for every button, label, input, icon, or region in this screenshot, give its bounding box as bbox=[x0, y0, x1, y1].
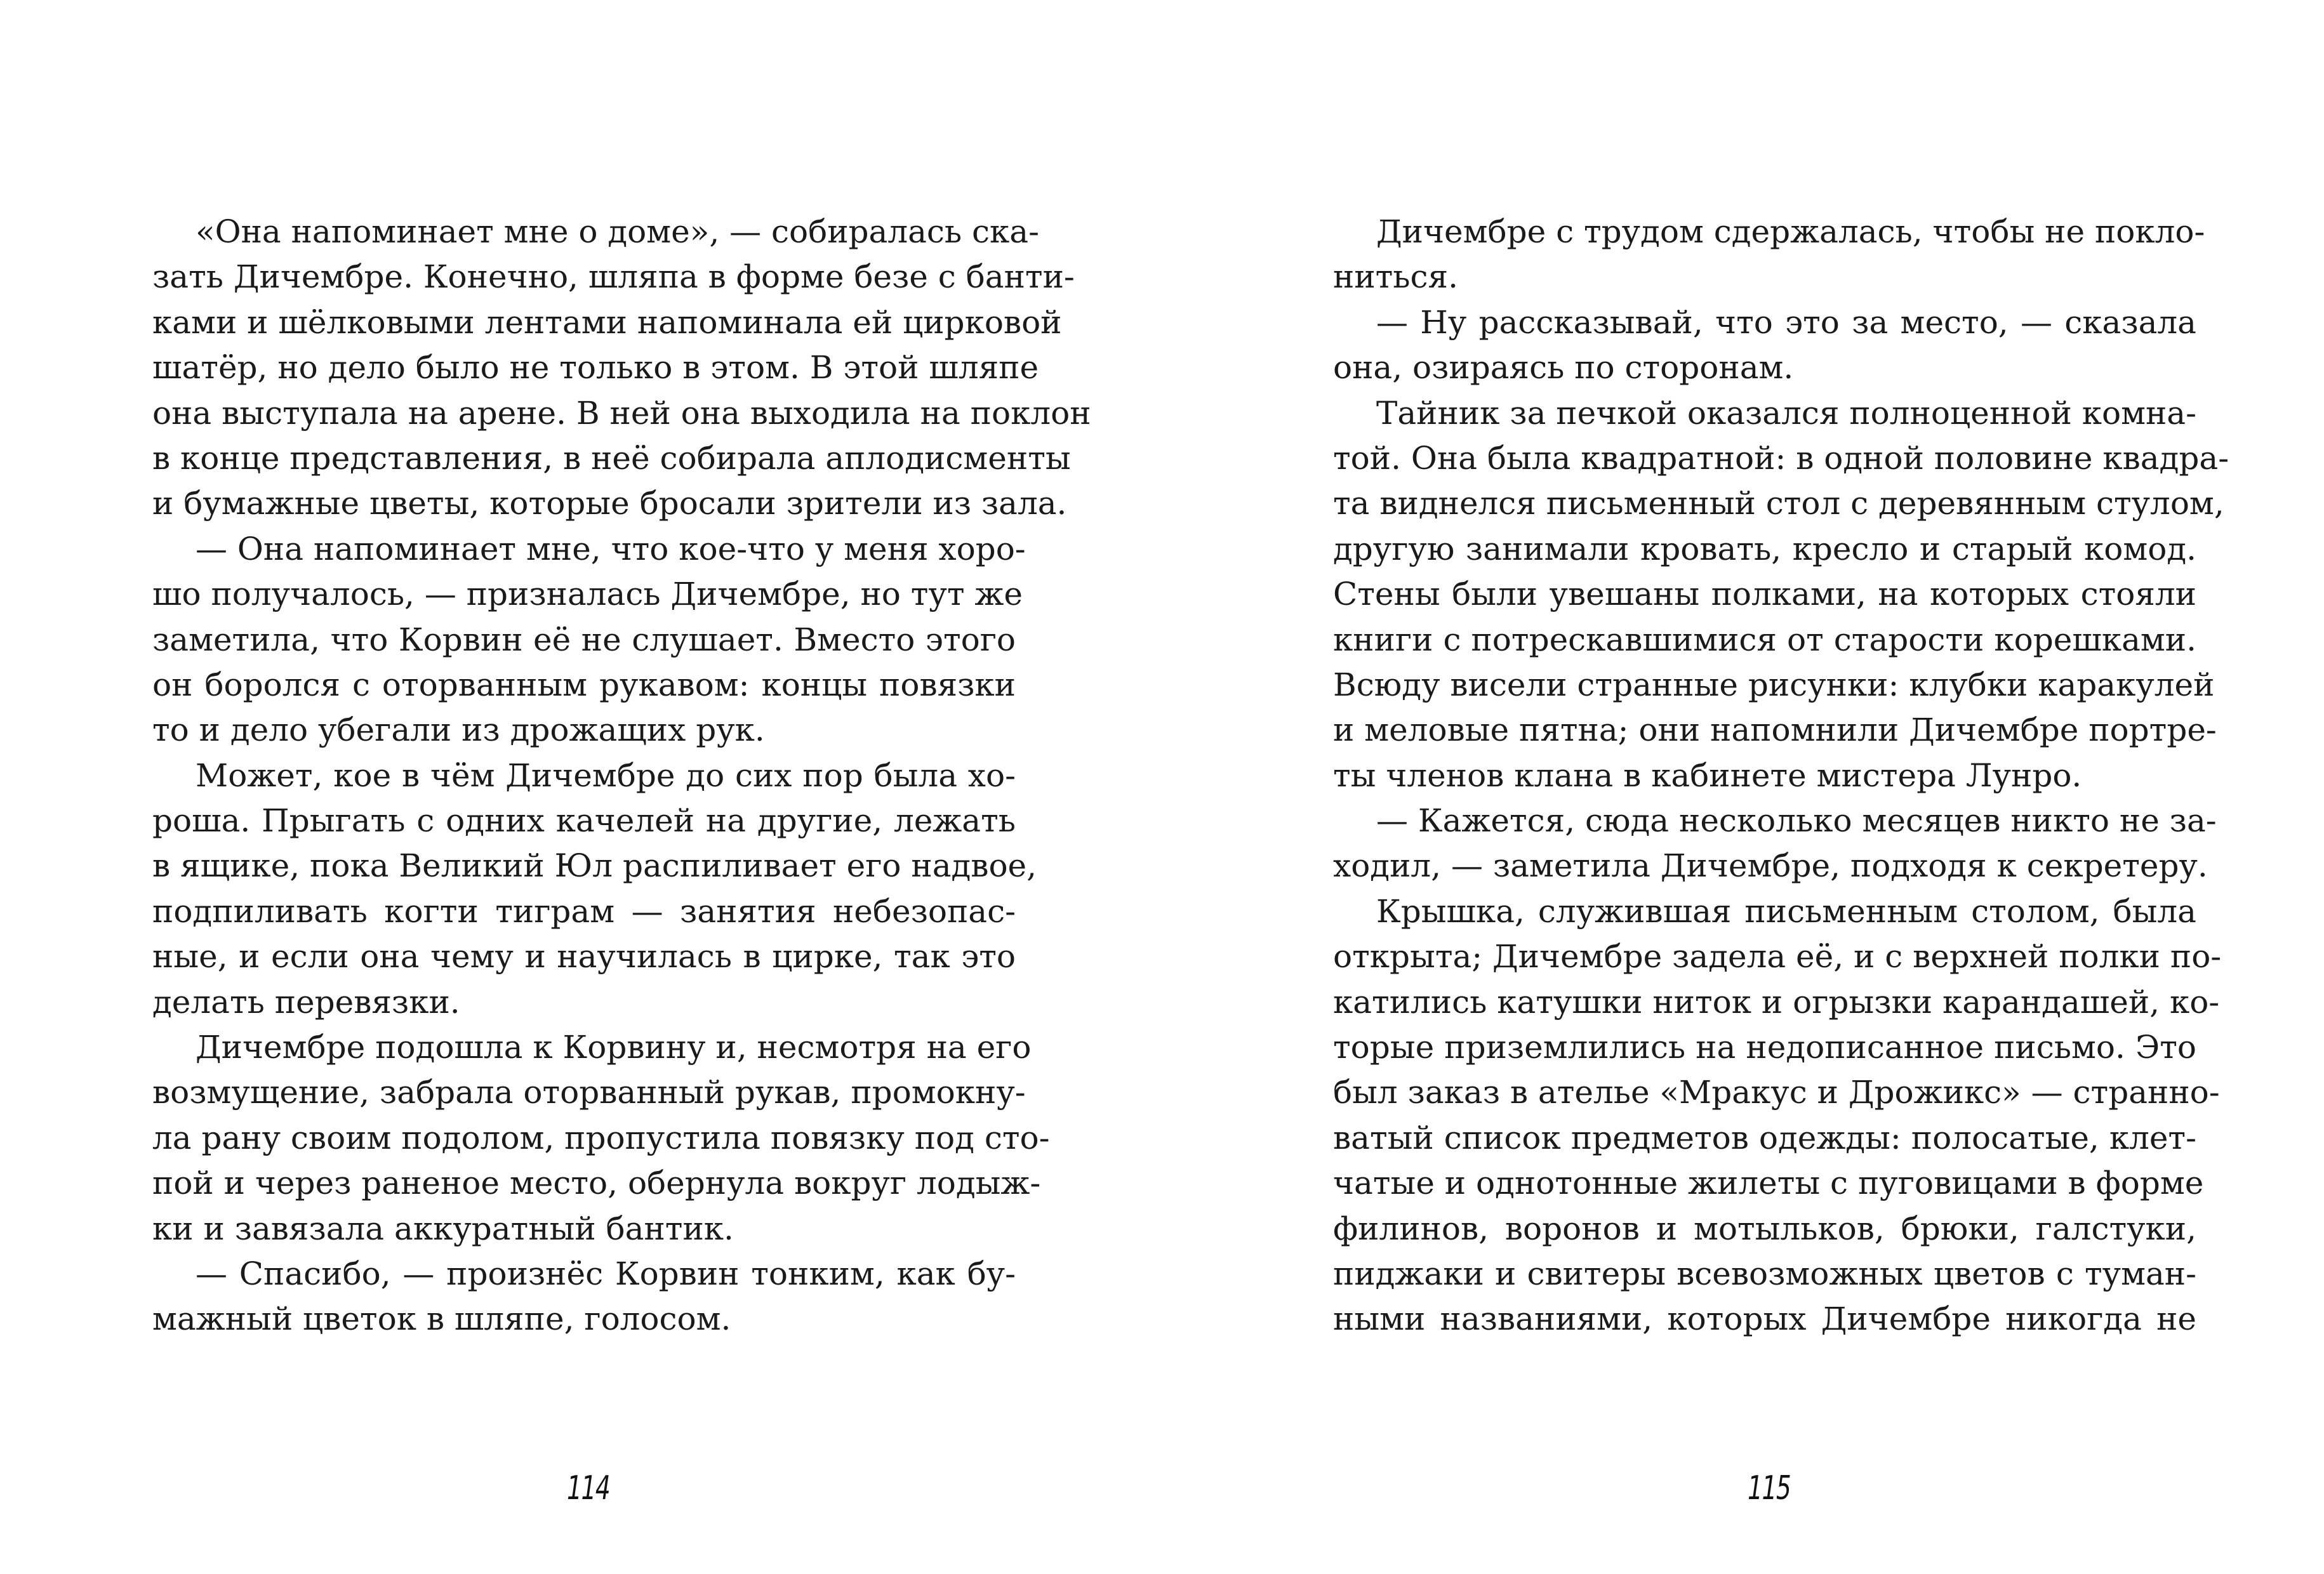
text-line: он боролся с оторванным рукавом: концы повязки bbox=[152, 666, 1016, 703]
paragraph bbox=[152, 209, 1091, 527]
text-line: шатёр, но дело было не только в этом. В этой шляпе bbox=[152, 349, 1039, 387]
text-line: она выступала на арене. В ней она выходила на поклон bbox=[152, 394, 1091, 432]
text-line: заметила, что Корвин её не слушает. Вместо этого bbox=[152, 621, 1016, 658]
paragraph bbox=[152, 527, 1026, 753]
text-line: в ящике, пока Великий Юл распиливает его надвое, bbox=[152, 847, 1037, 885]
text-line: пиджаки и свитеры всевозможных цветов с туман- bbox=[1333, 1255, 2196, 1292]
text-line: «Она напоминает мне о доме», — собиралась ска- bbox=[196, 213, 1040, 250]
right-page-text bbox=[1333, 209, 2229, 1342]
text-line: катились катушки ниток и огрызки карандашей, ко- bbox=[1333, 983, 2220, 1021]
text-line: делать перевязки. bbox=[152, 983, 460, 1021]
text-line: был заказ в ателье «Мракус и Дрожикс» — странно- bbox=[1333, 1074, 2220, 1111]
text-line: ками и шёлковыми лентами напоминала ей цирковой bbox=[152, 303, 1062, 341]
text-line: ниться. bbox=[1333, 258, 1458, 296]
text-line: и меловые пятна; они напомнили Дичембре портре- bbox=[1333, 711, 2217, 749]
text-line: подпиливать когти тиграм — занятия небезопас- bbox=[152, 892, 1016, 930]
text-line: Может, кое в чём Дичембре до сих пор была хо- bbox=[196, 757, 1016, 794]
text-line: ла рану своим подолом, пропустила повязку под сто- bbox=[152, 1119, 1050, 1156]
text-line: мажный цветок в шляпе, голосом. bbox=[152, 1300, 731, 1338]
paragraph bbox=[1333, 391, 2229, 799]
text-line: ватый список предметов одежды: полосатые, клет- bbox=[1333, 1119, 2196, 1156]
left-page-number: 114 bbox=[567, 1469, 610, 1507]
text-line: шо получалось, — призналась Дичембре, но тут же bbox=[152, 576, 1023, 613]
text-line: то и дело убегали из дрожащих рук. bbox=[152, 711, 765, 749]
text-line: роша. Прыгать с одних качелей на другие, лежать bbox=[152, 802, 1016, 840]
paragraph bbox=[152, 1252, 1016, 1342]
text-line: — Кажется, сюда несколько месяцев никто не за- bbox=[1376, 802, 2217, 840]
text-line: книги с потрескавшимися от старости корешками. bbox=[1333, 621, 2196, 658]
text-line: чатые и однотонные жилеты с пуговицами в форме bbox=[1333, 1165, 2204, 1202]
paragraph bbox=[1333, 209, 2205, 300]
paragraph bbox=[152, 753, 1037, 1025]
text-line: ты членов клана в кабинете мистера Лунро. bbox=[1333, 757, 2082, 794]
text-line: ные, и если она чему и научилась в цирке, так это bbox=[152, 938, 1016, 975]
text-line: той. Она была квадратной: в одной половине квадра- bbox=[1333, 439, 2229, 477]
text-line: Тайник за печкой оказался полноценной комна- bbox=[1376, 394, 2196, 432]
text-line: Крышка, служившая письменным столом, была bbox=[1376, 892, 2196, 930]
left-page-text bbox=[152, 209, 1091, 1342]
paragraph bbox=[1333, 300, 2196, 391]
text-line: — Она напоминает мне, что кое-что у меня хоро- bbox=[196, 530, 1026, 567]
text-line: ходил, — заметила Дичембре, подходя к секретеру. bbox=[1333, 847, 2208, 885]
paragraph bbox=[1333, 889, 2222, 1342]
text-line: — Спасибо, — произнёс Корвин тонким, как бу- bbox=[196, 1255, 1016, 1292]
right-page bbox=[1162, 0, 2323, 1574]
text-line: возмущение, забрала оторванный рукав, промокну- bbox=[152, 1074, 1026, 1111]
text-line: филинов, воронов и мотыльков, брюки, галстуки, bbox=[1333, 1210, 2196, 1247]
text-line: ки и завязала аккуратный бантик. bbox=[152, 1210, 734, 1247]
text-line: Всюду висели странные рисунки: клубки каракулей bbox=[1333, 666, 2215, 703]
text-line: Дичембре подошла к Корвину и, несмотря на его bbox=[196, 1029, 1032, 1066]
paragraph bbox=[152, 1025, 1050, 1252]
text-line: в конце представления, в неё собирала аплодисменты bbox=[152, 439, 1071, 477]
text-line: она, озираясь по сторонам. bbox=[1333, 349, 1794, 387]
text-line: открыта; Дичембре задела её, и с верхней полки по- bbox=[1333, 938, 2222, 975]
text-line: Стены были увешаны полками, на которых стояли bbox=[1333, 576, 2196, 613]
text-line: — Ну рассказывай, что это за место, — сказала bbox=[1376, 303, 2196, 341]
text-line: та виднелся письменный стол с деревянным стулом, bbox=[1333, 485, 2224, 522]
text-line: и бумажные цветы, которые бросали зрители из зала. bbox=[152, 485, 1067, 522]
text-line: другую занимали кровать, кресло и старый комод. bbox=[1333, 530, 2196, 567]
text-line: торые приземлились на недописанное письмо. Это bbox=[1333, 1029, 2196, 1066]
text-line: Дичембре с трудом сдержалась, чтобы не покло- bbox=[1376, 213, 2205, 250]
paragraph bbox=[1333, 798, 2217, 889]
text-line: пой и через раненое место, обернула вокруг лодыж- bbox=[152, 1165, 1041, 1202]
text-line: зать Дичембре. Конечно, шляпа в форме безе с банти- bbox=[152, 258, 1075, 296]
right-page-number: 115 bbox=[1748, 1469, 1791, 1507]
text-line: ными названиями, которых Дичембре никогда не bbox=[1333, 1300, 2196, 1338]
